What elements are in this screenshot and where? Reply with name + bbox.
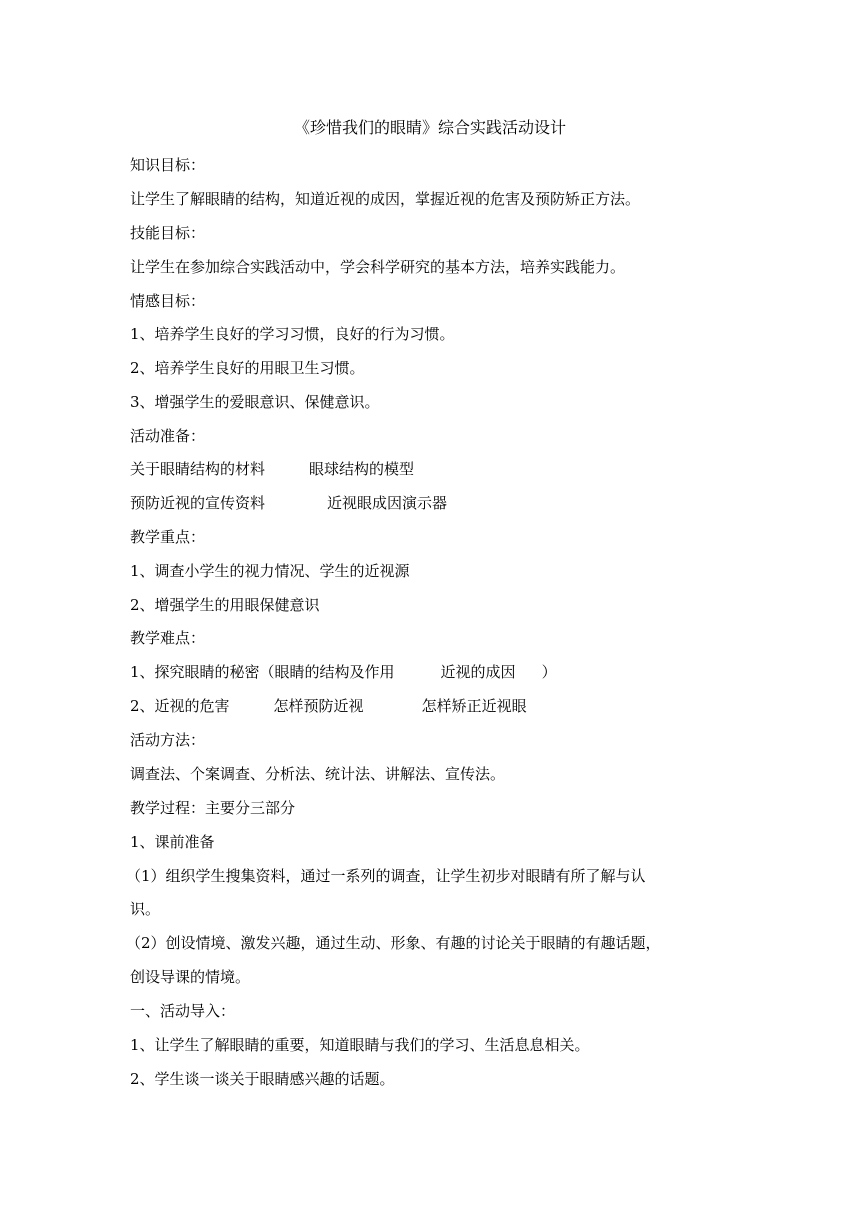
prep-item: 关于眼睛结构的材料 [130,460,266,478]
difficulty-item: 1、探究眼睛的秘密（眼睛的结构及作用 [130,663,395,681]
prep-heading: 活动准备： [130,427,206,445]
emotion-item: 3、增强学生的爱眼意识、保健意识。 [130,393,380,411]
difficulty-item: 怎样预防近视 [273,697,364,715]
difficulty-row [130,695,730,717]
emotion-item: 2、培养学生良好的用眼卫生习惯。 [130,359,365,377]
method-text: 调查法、个案调查、分析法、统计法、讲解法、宣传法。 [130,765,506,783]
prep-row [130,492,730,514]
prep-item: 眼球结构的模型 [309,460,415,478]
process-sub-item: （2）创设情境、激发兴趣，通过生动、形象、有趣的讨论关于眼睛的有趣话题， [126,934,661,952]
knowledge-heading: 知识目标： [130,156,206,174]
focus-item: 2、增强学生的用眼保健意识 [130,596,320,614]
difficulty-item: 近视的成因 [440,663,516,681]
skill-heading: 技能目标： [130,224,206,242]
difficulty-item: ） [541,663,557,681]
document-title: 《珍惜我们的眼睛》综合实践活动设计 [293,118,566,137]
emotion-item: 1、培养学生良好的学习习惯，良好的行为习惯。 [130,325,455,343]
difficulty-item: 2、近视的危害 [130,697,230,715]
difficulty-heading: 教学难点： [130,629,206,647]
prep-item: 预防近视的宣传资料 [130,494,266,512]
emotion-heading: 情感目标： [130,292,206,310]
prep-row [130,458,730,480]
intro-heading: 一、活动导入： [130,1002,236,1020]
knowledge-text: 让学生了解眼睛的结构，知道近视的成因，掌握近视的危害及预防矫正方法。 [130,190,641,208]
prep-item: 近视眼成因演示器 [327,494,448,512]
intro-item: 1、让学生了解眼睛的重要，知道眼睛与我们的学习、生活息息相关。 [130,1036,590,1054]
difficulty-item: 怎样矫正近视眼 [421,697,527,715]
focus-item: 1、调查小学生的视力情况、学生的近视源 [130,562,410,580]
intro-item: 2、学生谈一谈关于眼睛感兴趣的话题。 [130,1070,395,1088]
skill-text: 让学生在参加综合实践活动中，学会科学研究的基本方法，培养实践能力。 [130,258,626,276]
focus-heading: 教学重点： [130,528,206,546]
process-heading: 教学过程：主要分三部分 [130,799,296,817]
process-sub-item: （1）组织学生搜集资料，通过一系列的调查，让学生初步对眼睛有所了解与认 [126,867,646,885]
difficulty-row [130,661,730,683]
process-step: 1、课前准备 [130,833,215,851]
method-heading: 活动方法： [130,731,206,749]
process-sub-item-cont: 创设导课的情境。 [130,968,251,986]
process-sub-item-cont: 识。 [130,900,161,918]
